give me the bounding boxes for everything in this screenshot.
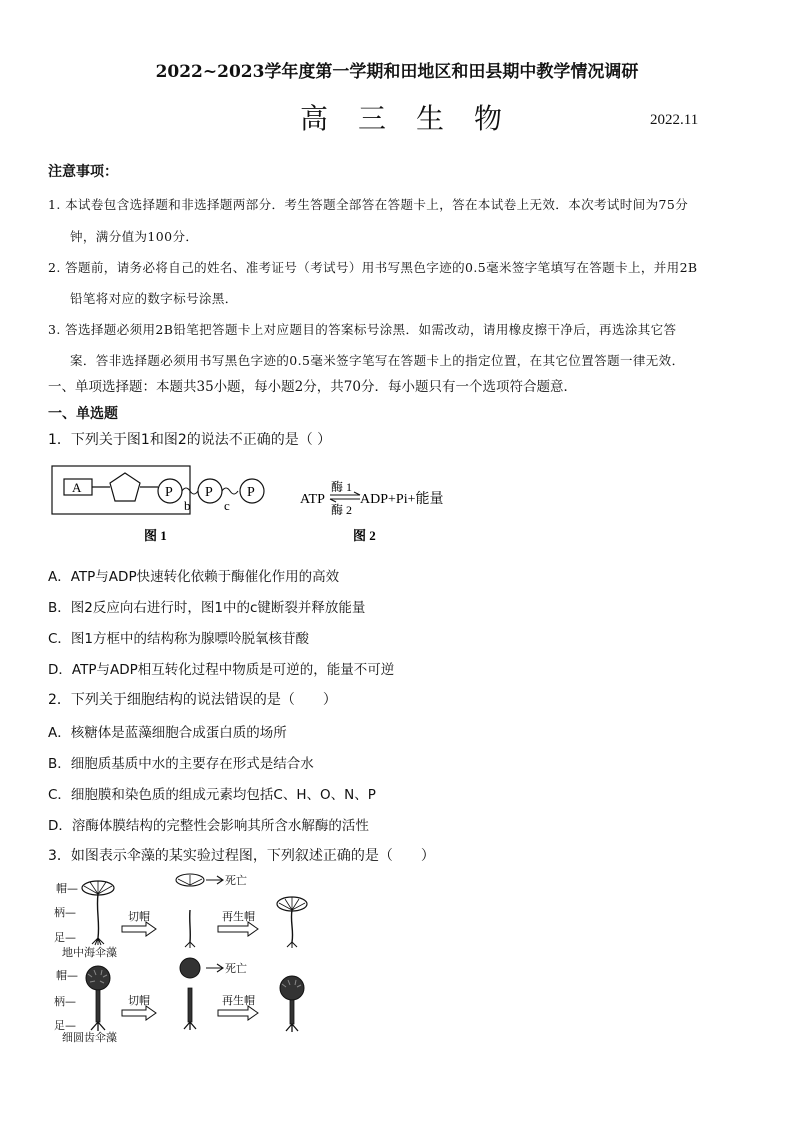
section-intro: 一、单项选择题：本题共35小题，每小题2分，共70分．每小题只有一个选项符合题意． <box>48 379 577 395</box>
question-1-option-c: C．图1方框中的结构称为腺嘌呤脱氧核苷酸 <box>48 631 310 647</box>
high-energy-bond-c <box>222 488 238 494</box>
regrow-label-2: 再生帽 <box>222 994 255 1007</box>
phosphate-label: P <box>165 485 173 500</box>
question-1-option-d: D．ATP与ADP相互转化过程中物质是可逆的，能量不可逆 <box>48 662 395 678</box>
regrow-label-1: 再生帽 <box>222 910 255 923</box>
enzyme-2-label: 酶 2 <box>331 503 353 517</box>
cap-label: 帽— <box>56 882 78 895</box>
foot-label: 足— <box>54 1019 76 1032</box>
equation-left: ATP <box>300 492 325 507</box>
question-2-option-a: A．核糖体是蓝藻细胞合成蛋白质的场所 <box>48 725 287 741</box>
regrown-cap <box>280 976 304 1000</box>
regrow-arrow-2 <box>218 1006 258 1020</box>
ribose-pentagon <box>110 473 140 501</box>
acetabularia-figure <box>40 870 370 1055</box>
cut-arrow-2 <box>122 1006 156 1020</box>
crenulated-cap <box>86 966 110 990</box>
foot-label: 足— <box>54 931 76 944</box>
rhizoid <box>92 938 104 945</box>
dead-label-2: 死亡 <box>225 962 247 975</box>
stalk <box>97 894 98 938</box>
dead-arrow-2 <box>206 964 223 972</box>
note-2-line1: 2. 答题前，请务必将自己的姓名、准考证号（考试号）用书写黑色字迹的0.5毫米签字笔填写在答题卡上，并用2B <box>48 260 698 275</box>
stalk-label: 柄— <box>54 995 76 1008</box>
note-1-line1: 1. 本试卷包含选择题和非选择题两部分．考生答题全部答在答题卡上，答在本试卷上无效．本次考试时间为75分 <box>48 197 689 212</box>
exam-date: 2022.11 <box>650 112 699 128</box>
notes-heading: 注意事项： <box>48 164 118 180</box>
note-2-line2: 铅笔将对应的数字标号涂黑． <box>70 291 238 306</box>
rhizoid <box>286 1024 298 1032</box>
cap-label: 帽— <box>56 969 78 982</box>
detached-cap <box>180 958 200 978</box>
cut-label-1: 切帽 <box>128 910 150 923</box>
note-3-line2: 案．答非选择题必须用书写黑色字迹的0.5毫米签字笔写在答题卡上的指定位置，在其它位置答题一律无效． <box>70 353 685 368</box>
note-1-line2: 钟，满分值为100分． <box>70 229 199 244</box>
question-1-option-a: A．ATP与ADP快速转化依赖于酶催化作用的高效 <box>48 569 340 585</box>
atp-figure <box>40 458 480 550</box>
bond-c-label: c <box>224 498 230 513</box>
stalk <box>290 1000 294 1024</box>
equation-right: ADP+Pi+能量 <box>360 492 444 507</box>
question-1-stem: 1．下列关于图1和图2的说法不正确的是（ ） <box>48 432 332 448</box>
rhizoid <box>287 942 297 948</box>
page-title: 2022~2023学年度第一学期和田地区和田县期中教学情况调研 <box>155 62 639 82</box>
subject-title: 高三生物 <box>300 102 533 135</box>
figure1-caption: 图 1 <box>144 528 167 543</box>
note-3-line1: 3. 答选择题必须用2B铅笔把答题卡上对应题目的答案标号涂黑．如需改动，请用橡皮擦干净后，再选涂其它答 <box>48 322 677 337</box>
figure2-caption: 图 2 <box>353 528 376 543</box>
question-2-option-d: D．溶酶体膜结构的完整性会影响其所含水解酶的活性 <box>48 818 369 834</box>
section-heading: 一、单选题 <box>48 406 118 422</box>
species-2-label: 细圆齿伞藻 <box>62 1031 117 1044</box>
rhizoid <box>185 942 195 948</box>
dead-arrow-1 <box>206 876 223 884</box>
rhizoid <box>91 1022 105 1031</box>
adenine-label: A <box>72 480 82 495</box>
enzyme-1-label: 酶 1 <box>331 480 353 494</box>
dead-label-1: 死亡 <box>225 874 247 887</box>
question-2-stem: 2．下列关于细胞结构的说法错误的是（ ） <box>48 692 337 708</box>
phosphate-label: P <box>247 485 255 500</box>
question-1-option-b: B．图2反应向右进行时，图1中的c键断裂并释放能量 <box>48 600 366 616</box>
regrow-arrow-1 <box>218 922 258 936</box>
stalk <box>291 910 292 942</box>
capless-stalk <box>190 910 191 942</box>
bond-b-label: b <box>184 498 191 513</box>
question-2-option-c: C．细胞膜和染色质的组成元素均包括C、H、O、N、P <box>48 787 376 803</box>
question-3-stem: 3．如图表示伞藻的某实验过程图，下列叙述正确的是（ ） <box>48 848 435 864</box>
stalk <box>96 990 100 1022</box>
cut-arrow-1 <box>122 922 156 936</box>
species-1-label: 地中海伞藻 <box>62 946 117 959</box>
cut-label-2: 切帽 <box>128 994 150 1007</box>
question-2-option-b: B．细胞质基质中水的主要存在形式是结合水 <box>48 756 314 772</box>
rhizoid <box>184 1022 196 1030</box>
capless-stalk <box>188 988 192 1022</box>
stalk-label: 柄— <box>54 906 76 919</box>
phosphate-label: P <box>205 485 213 500</box>
